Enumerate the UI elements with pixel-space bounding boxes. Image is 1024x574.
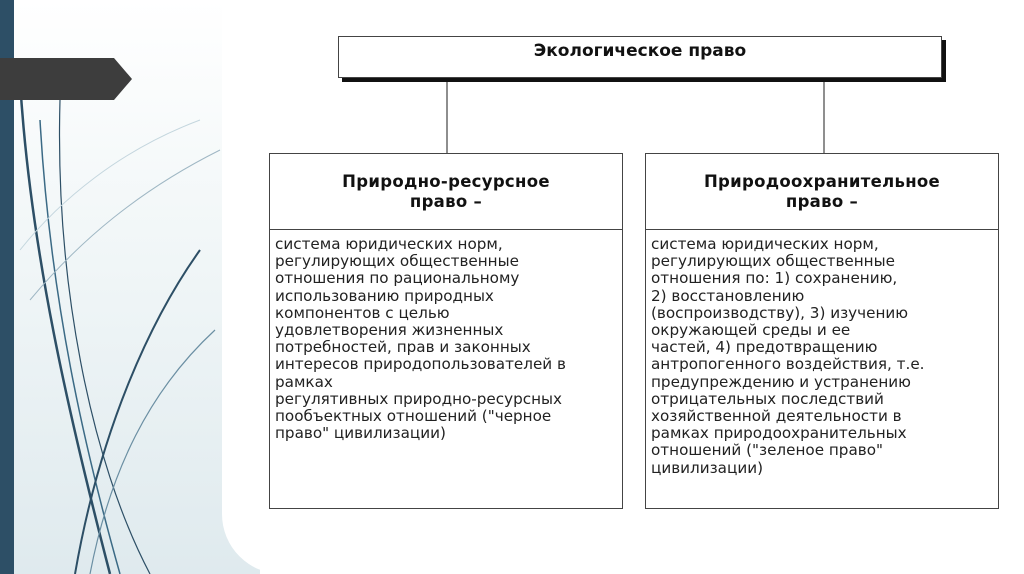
left-heading: Природно-ресурсное право – [342,171,550,211]
right-column-box [645,153,999,509]
left-column-text: система юридических норм, регулирующих общественные отношения по рациональному использованию природных компонентов с целью удовлетворения жизненных потребностей, прав и законных интересов природопользователей в рамках регулятивных природно-ресурсных пообъектных отношений ("черное право" цивилизации) [275,235,566,443]
left-column-header [270,154,622,230]
diagram-title-box [338,36,942,78]
right-column-header [646,154,998,230]
right-heading: Природоохранительное право – [703,171,941,211]
left-column-box [269,153,623,509]
diagram-title: Экологическое право [533,41,747,61]
right-column-text: система юридических норм, регулирующих общественные отношения по: 1) сохранению, 2) восстановлению (воспроизводству), 3) изучению окружающей среды и ее частей, 4) предотвращению антропогенного воздействия, т.е. предупреждению и устранению отрицательных последствий хозяйственной деятельности в рамках природоохранительных отношений ("зеленое право" цивилизации) [651,235,925,477]
